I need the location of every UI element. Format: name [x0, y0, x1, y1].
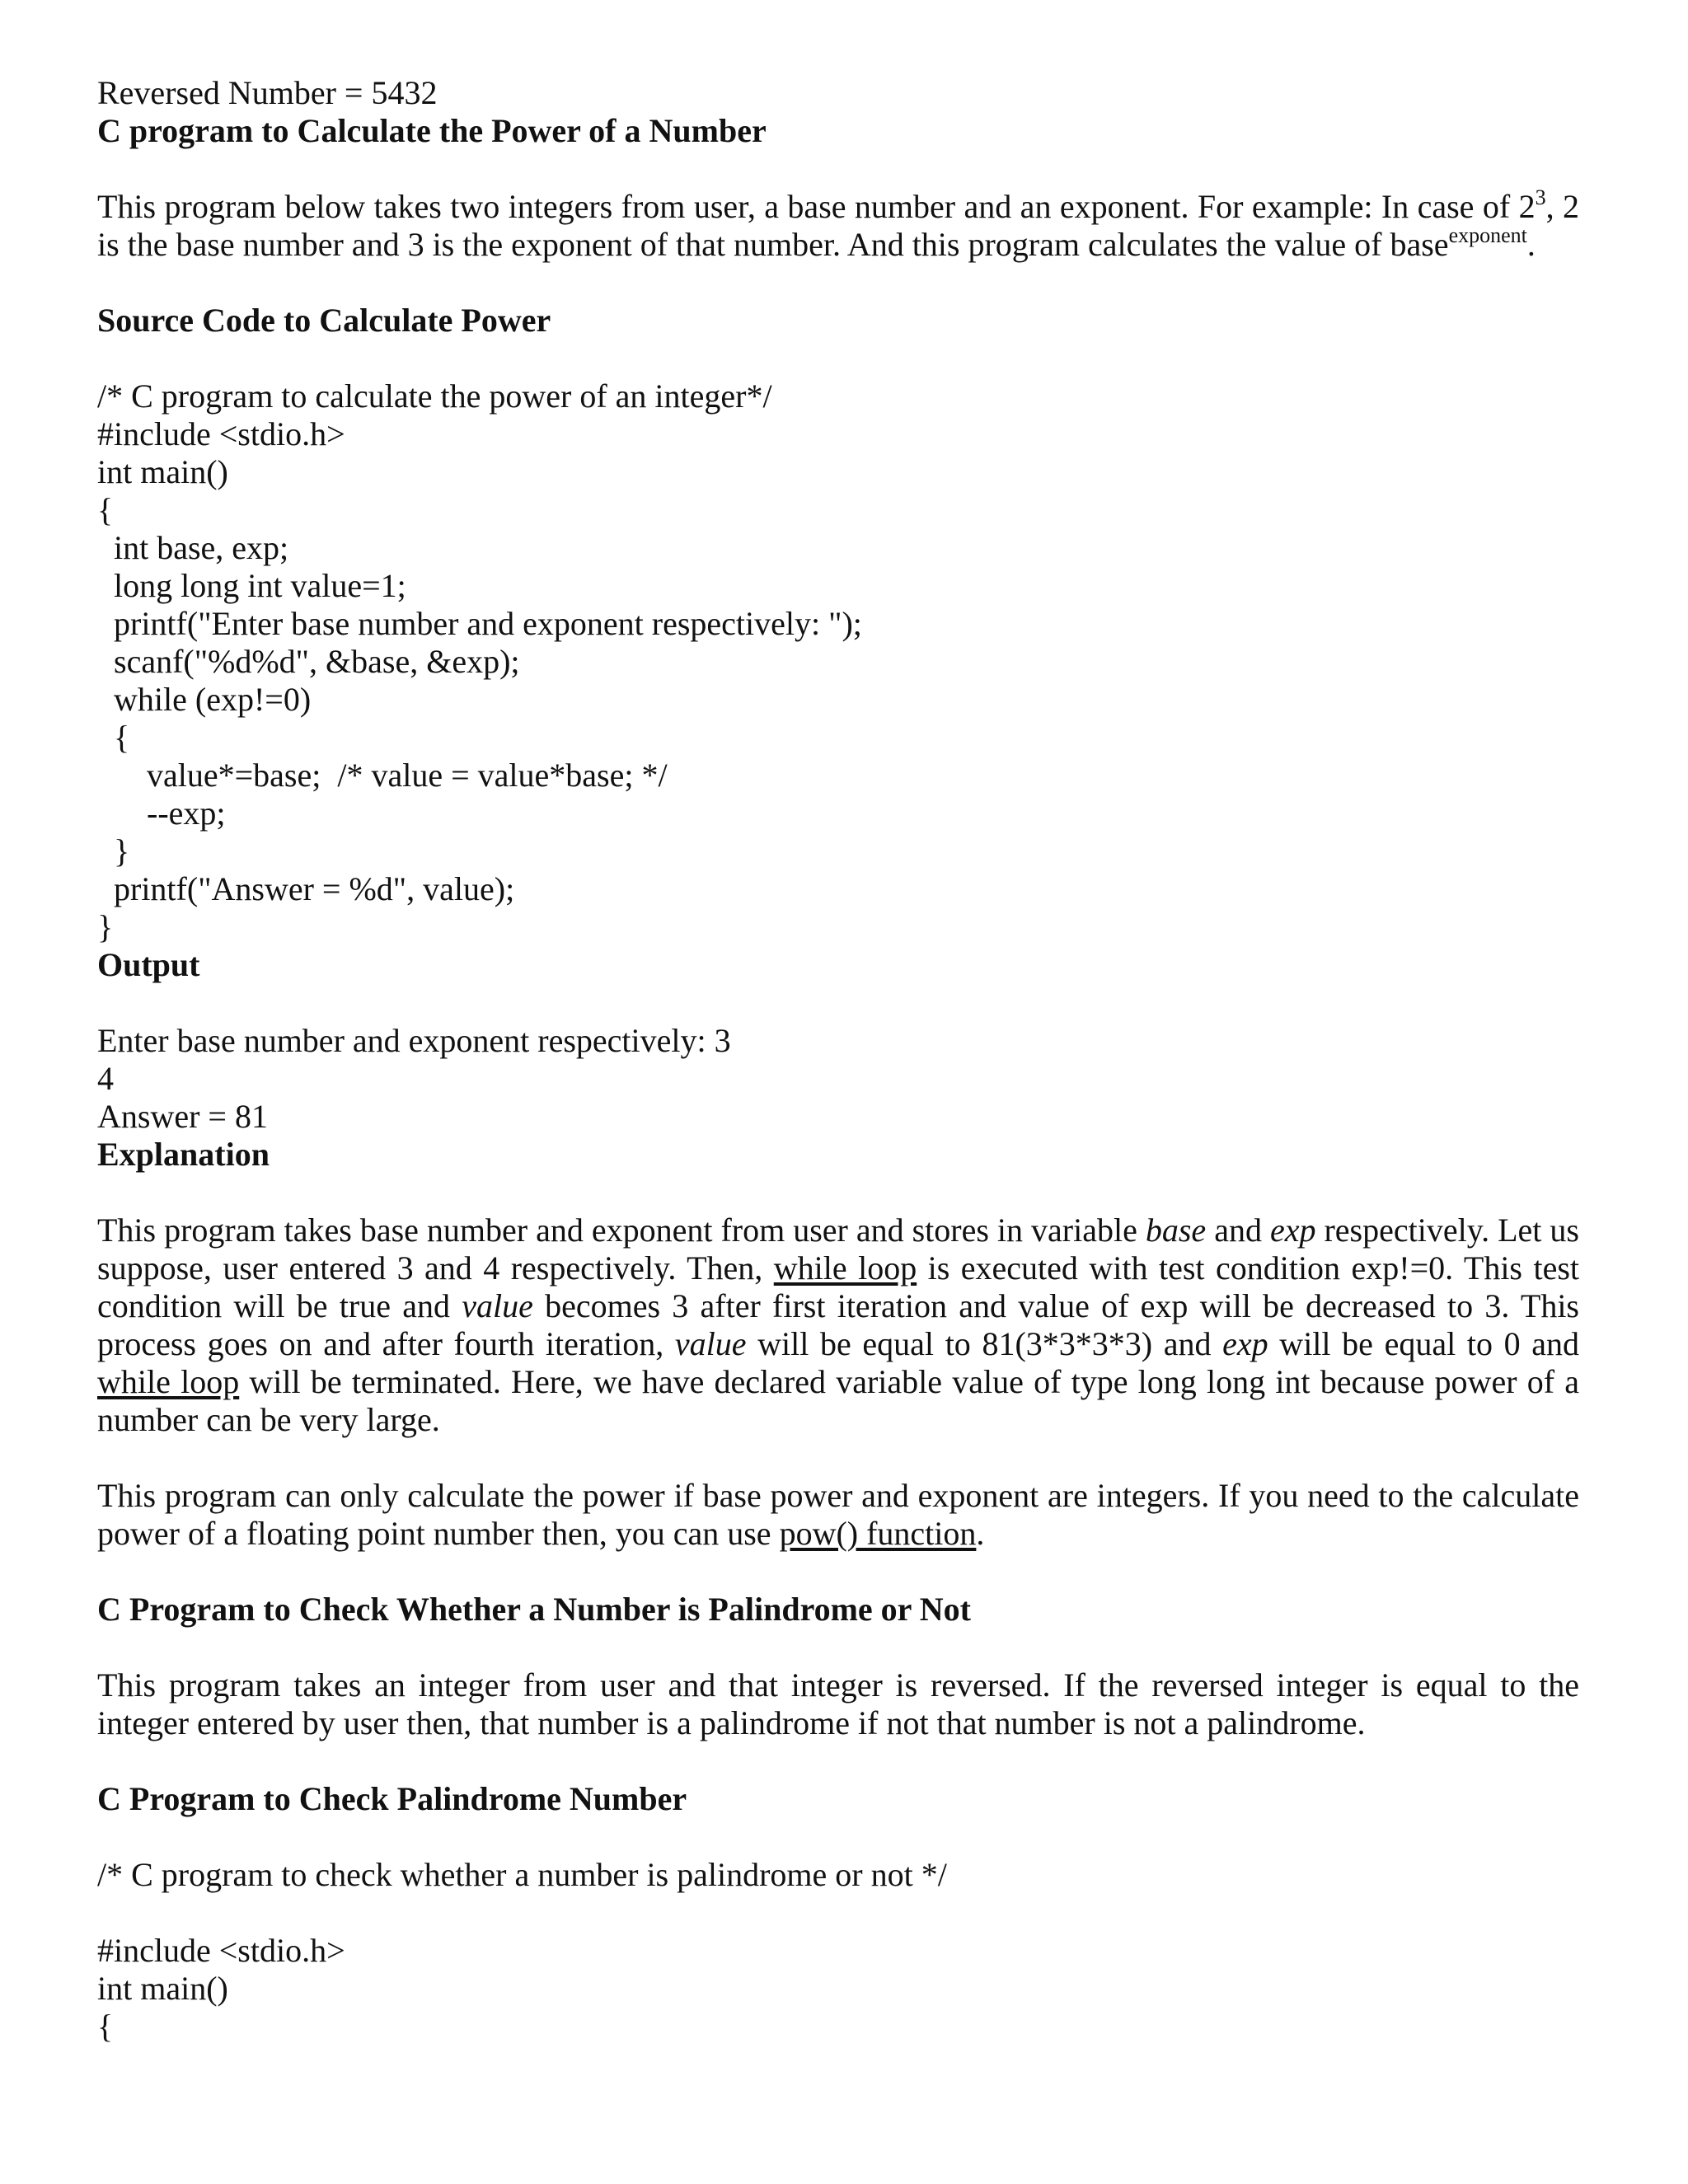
- explanation-heading: Explanation: [97, 1136, 270, 1173]
- code-line: int main(): [97, 453, 228, 490]
- code-line: }: [97, 908, 114, 945]
- code-line: --exp;: [147, 794, 226, 832]
- code-line: long long int value=1;: [114, 567, 406, 604]
- power-intro-paragraph: This program below takes two integers from user, a base number and an exponent. For example: In case of $2^3$, 2 is the base number and 3 is the exponent of that number. And this program calculates the value of base$^{exponent}$.: [97, 185, 1580, 263]
- power-section-title: C program to Calculate the Power of a Number: [97, 112, 767, 149]
- code-line: #include <stdio.h>: [97, 415, 345, 452]
- code-line: printf("Enter base number and exponent respectively: ");: [114, 605, 862, 642]
- code-line: value*=base; /* value = value*base; */: [147, 757, 668, 794]
- code-line: /* C program to calculate the power of an integer*/: [97, 377, 772, 415]
- reversed-number-line: Reversed Number = 5432: [97, 74, 438, 111]
- output-line: 4: [97, 1060, 114, 1097]
- palindrome-section-title: C Program to Check Whether a Number is Palindrome or Not: [97, 1591, 971, 1628]
- code-line: printf("Answer = %d", value);: [114, 870, 515, 907]
- while-loop-link[interactable]: while loop: [97, 1363, 240, 1400]
- code-line: {: [114, 719, 130, 756]
- output-heading: Output: [97, 946, 200, 983]
- source-code-heading: Source Code to Calculate Power: [97, 302, 551, 339]
- output-line: Enter base number and exponent respectively: 3: [97, 1022, 731, 1059]
- power-code-block: [97, 377, 1579, 946]
- code-line: int main(): [97, 1970, 228, 2007]
- code-line: {: [97, 2008, 114, 2045]
- code-line: scanf("%d%d", &base, &exp);: [114, 643, 520, 680]
- while-loop-link[interactable]: while loop: [773, 1249, 917, 1286]
- document-page: [97, 74, 1579, 2046]
- palindrome-code-block: [97, 1932, 1579, 2046]
- code-line: while (exp!=0): [114, 681, 312, 718]
- palindrome-code-comment: /* C program to check whether a number is palindrome or not */: [97, 1856, 947, 1893]
- code-line: #include <stdio.h>: [97, 1932, 345, 1969]
- explanation-paragraph: This program takes base number and exponent from user and stores in variable base and exp respectively. Let us suppose, user entered 3 and 4 respectively. Then, while loop is executed with test condition exp!=0. This test condition will be true and value becomes 3 after first iteration and value of exp will be decreased to 3. This process goes on and after fourth iteration, value will be equal to 81(3*3*3*3) and exp will be equal to 0 and while loop will be terminated. Here, we have declared variable value of type long long int because power of a number can be very large.: [97, 1212, 1580, 1438]
- code-line: {: [97, 491, 114, 528]
- code-line: int base, exp;: [114, 529, 289, 566]
- pow-function-link[interactable]: pow() function: [779, 1515, 977, 1552]
- palindrome-intro-paragraph: This program takes an integer from user and that integer is reversed. If the reversed integer is equal to the integer entered by user then, that number is a palindrome if not that number is not a palindrome.: [97, 1666, 1579, 1741]
- note-paragraph: This program can only calculate the power if base power and exponent are integers. If you need to the calculate power of a floating point number then, you can use pow() function.: [97, 1477, 1579, 1552]
- palindrome-code-heading: C Program to Check Palindrome Number: [97, 1780, 687, 1817]
- output-line: Answer = 81: [97, 1098, 268, 1135]
- code-line: }: [114, 832, 130, 869]
